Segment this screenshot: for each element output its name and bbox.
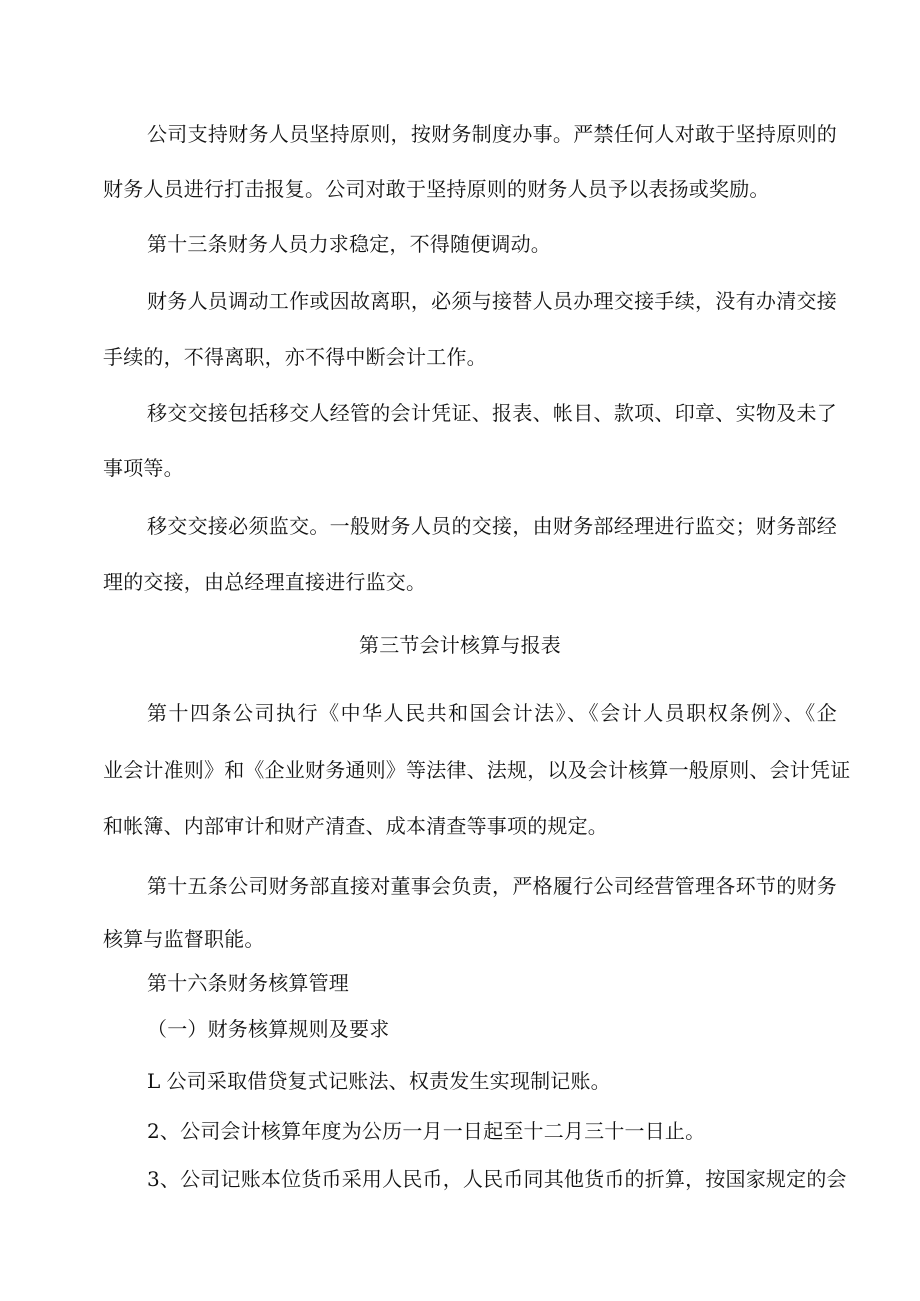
list-item-number: L — [147, 1069, 161, 1093]
list-item-number: 3、 — [147, 1167, 181, 1191]
paragraph-line: （一）财务核算规则及要求 — [147, 1017, 390, 1041]
paragraph-line: 第十五条公司财务部直接对董事会负责，严格履行公司经营管理各环节的财务 — [147, 874, 837, 898]
paragraph-line: 业会计准则》和《企业财务通则》等法律、法规，以及会计核算一般原则、会计凭证 — [103, 758, 851, 782]
paragraph-line: 财务人员进行打击报复。公司对敢于坚持原则的财务人员予以表扬或奖励。 — [103, 177, 770, 201]
list-item-text: 公司记账本位货币采用人民币，人民币同其他货币的折算，按国家规定的会 — [180, 1167, 847, 1191]
paragraph-line: 和帐簿、内部审计和财产清查、成本清查等事项的规定。 — [103, 814, 608, 838]
paragraph-line: 第十四条公司执行《中华人民共和国会计法》、《会计人员职权条例》、《企 — [147, 701, 837, 725]
paragraph-line: 移交交接包括移交人经管的会计凭证、报表、帐目、款项、印章、实物及未了 — [147, 401, 837, 425]
paragraph-line: 财务人员调动工作或因故离职，必须与接替人员办理交接手续，没有办清交接 — [147, 289, 837, 313]
paragraph-line: 移交交接必须监交。一般财务人员的交接，由财务部经理进行监交；财务部经 — [147, 514, 837, 538]
paragraph-line: 公司支持财务人员坚持原则，按财务制度办事。严禁任何人对敢于坚持原则的 — [147, 122, 837, 146]
list-item — [147, 1165, 847, 1193]
list-item-number: 2、 — [147, 1119, 181, 1143]
list-item — [147, 1117, 705, 1145]
paragraph-line: 手续的，不得离职，亦不得中断会计工作。 — [103, 345, 487, 369]
paragraph-line: 事项等。 — [103, 456, 184, 480]
section-heading: 第三节会计核算与报表 — [359, 633, 561, 657]
paragraph-line: 第十六条财务核算管理 — [147, 971, 349, 995]
list-item — [147, 1067, 611, 1095]
paragraph-line: 第十三条财务人员力求稳定，不得随便调动。 — [147, 232, 551, 256]
paragraph-line: 理的交接，由总经理直接进行监交。 — [103, 570, 427, 594]
list-item-text: 公司会计核算年度为公历一月一日起至十二月三十一日止。 — [180, 1119, 706, 1143]
paragraph-line: 核算与监督职能。 — [103, 927, 265, 951]
list-item-text: 公司采取借贷复式记账法、权责发生实现制记账。 — [166, 1069, 611, 1093]
